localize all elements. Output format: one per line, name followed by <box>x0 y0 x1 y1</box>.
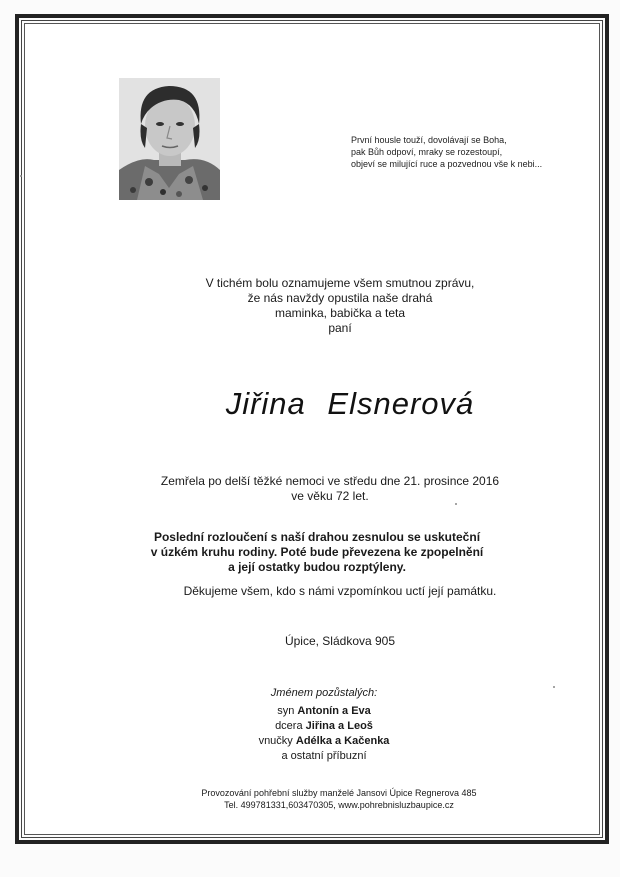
family-son <box>28 704 620 719</box>
family-list <box>0 686 620 764</box>
relative-names: Jiřina a Leoš <box>305 720 373 732</box>
relation-label: dcera <box>275 720 303 732</box>
farewell-notice <box>0 530 620 575</box>
death-info-line: Zemřela po delší těžké nemoci ve středu dne 21. prosince 2016 <box>160 474 500 488</box>
poem-line: pak Bůh odpoví, mraky se rozestoupí, <box>351 147 503 157</box>
footer-line: Provozování pohřební služby manželé Jansovi Úpice Regnerova 485 <box>201 788 477 798</box>
death-info-line: ve věku 72 let. <box>291 489 369 503</box>
relative-names: Antonín a Eva <box>297 705 371 717</box>
farewell-line: v úzkém kruhu rodiny. Poté bude převezena ke zpopelnění <box>150 545 484 559</box>
family-heading: Jménem pozůstalých: <box>270 687 378 699</box>
family-others: a ostatní příbuzní <box>281 750 367 762</box>
relative-names: Adélka a Kačenka <box>295 735 390 747</box>
poem-line: První housle touží, dovolávají se Boha, <box>351 135 507 145</box>
last-name: Elsnerová <box>327 386 475 421</box>
family-grandchildren <box>28 734 620 749</box>
speck <box>553 686 555 688</box>
relation-label: vnučky <box>258 735 293 747</box>
first-name: Jiřina <box>225 386 306 421</box>
farewell-line: a její ostatky budou rozptýleny. <box>228 560 406 574</box>
farewell-line: Poslední rozloučení s naší drahou zesnulou se uskuteční <box>153 530 481 544</box>
poem-quote <box>351 134 591 170</box>
address: Úpice, Sládkova 905 <box>284 634 396 648</box>
speck <box>20 175 22 177</box>
portrait-photo <box>119 78 220 200</box>
poem-line: objeví se milující ruce a pozvednou vše k nebi... <box>351 159 543 169</box>
announcement-line: maminka, babička a teta <box>274 306 406 320</box>
speck <box>455 503 457 505</box>
thanks-line: Děkujeme všem, kdo s námi vzpomínkou uctí její památku. <box>183 584 497 598</box>
relation-label: syn <box>277 705 295 717</box>
announcement-line: paní <box>328 321 352 335</box>
footer-line: Tel. 499781331,603470305, www.pohrebnisluzbaupice.cz <box>224 800 454 810</box>
announcement-line: V tichém bolu oznamujeme všem smutnou zprávu, <box>205 276 475 290</box>
deceased-name <box>0 386 620 422</box>
announcement <box>0 276 620 336</box>
family-daughter <box>28 719 620 734</box>
announcement-line: že nás navždy opustila naše drahá <box>247 291 433 305</box>
death-info <box>0 474 620 504</box>
funeral-service-footer <box>0 787 620 811</box>
